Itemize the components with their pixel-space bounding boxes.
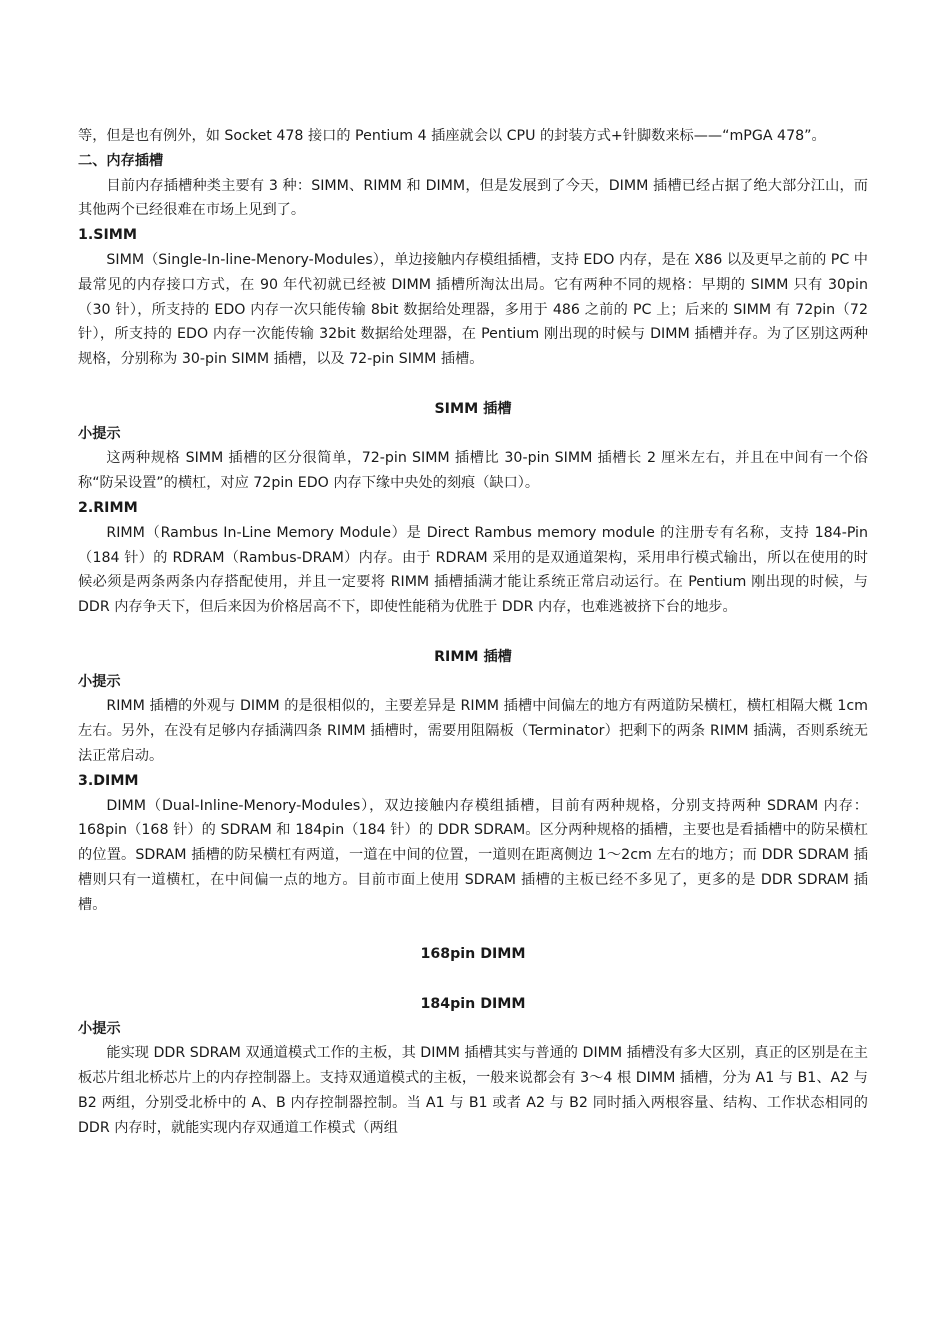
spacer bbox=[78, 372, 868, 397]
dimm184-figure-caption: 184pin DIMM bbox=[420, 995, 526, 1012]
simm-figure-caption: SIMM 插槽 bbox=[434, 400, 512, 417]
intro-continued-paragraph: 等，但是也有例外，如 Socket 478 接口的 Pentium 4 插座就会以 CPU 的封装方式+针脚数来标——“mPGA 478”。 bbox=[78, 128, 826, 144]
rimm-figure-caption: RIMM 插槽 bbox=[434, 648, 512, 665]
simm-heading: 1.SIMM bbox=[78, 227, 137, 244]
spacer bbox=[78, 620, 868, 645]
document-page bbox=[78, 124, 868, 1141]
rimm-heading: 2.RIMM bbox=[78, 499, 138, 516]
spacer bbox=[78, 967, 868, 992]
rimm-tip-paragraph: RIMM 插槽的外观与 DIMM 的是很相似的，主要差异是 RIMM 插槽中间偏左的地方有两道防呆横杠，横杠相隔大概 1cm 左右。另外，在没有足够内存插满四条 RIMM 插槽时，需要用阻隔板（Terminator）把剩下的两条 RIMM 插满，否则系统无法正常启动。 bbox=[78, 698, 868, 764]
dimm-heading: 3.DIMM bbox=[78, 772, 139, 789]
simm-paragraph: SIMM（Single-In-line-Menory-Modules），单边接触内存模组插槽，支持 EDO 内存，是在 X86 以及更早之前的 PC 中最常见的内存接口方式，在 90 年代初就已经被 DIMM 插槽所淘汰出局。它有两种不同的规格：早期的 SIMM 只有 30pin（30 针），所支持的 EDO 内存一次只能传输 8bit 数据给处理器，多用于 486 之前的 PC 上；后来的 SIMM 有 72pin（72 针），所支持的 EDO 内存一次能传输 32bit 数据给处理器，在 Pentium 刚出现的时候与 DIMM 插槽并存。为了区别这两种规格，分别称为 30-pin SIMM 插槽，以及 72-pin SIMM 插槽。 bbox=[78, 251, 868, 368]
section-title: 二、内存插槽 bbox=[78, 152, 164, 169]
section-intro-paragraph: 目前内存插槽种类主要有 3 种：SIMM、RIMM 和 DIMM，但是发展到了今天，DIMM 插槽已经占据了绝大部分江山，而其他两个已经很难在市场上见到了。 bbox=[78, 177, 868, 219]
simm-tip-paragraph: 这两种规格 SIMM 插槽的区分很简单，72-pin SIMM 插槽比 30-pin SIMM 插槽长 2 厘米左右，并且在中间有一个俗称“防呆设置”的横杠，对应 72pin EDO 内存下缘中央处的刻痕（缺口）。 bbox=[78, 450, 868, 492]
rimm-paragraph: RIMM（Rambus In-Line Memory Module）是 Direct Rambus memory module 的注册专有名称，支持 184-Pin（184 针）的 RDRAM（Rambus-DRAM）内存。由于 RDRAM 采用的是双通道架构，采用串行模式输出，所以在使用的时候必须是两条两条内存搭配使用，并且一定要将 RIMM 插槽插满才能让系统正常启动运行。在 Pentium 刚出现的时候，与 DDR 内存争天下，但后来因为价格居高不下，即使性能稍为优胜于 DDR 内存，也难逃被挤下台的地步。 bbox=[78, 524, 868, 616]
dimm-tip-paragraph: 能实现 DDR SDRAM 双通道模式工作的主板，其 DIMM 插槽其实与普通的 DIMM 插槽没有多大区别，真正的区别是在主板芯片组北桥芯片上的内存控制器上。支持双通道模式的主板，一般来说都会有 3～4 根 DIMM 插槽，分为 A1 与 B1、A2 与 B2 两组，分别受北桥中的 A、B 内存控制器控制。当 A1 与 B1 或者 A2 与 B2 同时插入两根容量、结构、工作状态相同的 DDR 内存时，就能实现内存双通道工作模式（两组 bbox=[78, 1045, 868, 1136]
dimm-paragraph: DIMM（Dual-Inline-Menory-Modules），双边接触内存模组插槽，目前有两种规格，分别支持两种 SDRAM 内存：168pin（168 针）的 SDRAM 和 184pin（184 针）的 DDR SDRAM。区分两种规格的插槽，主要也是看插槽中的防呆横杠的位置。SDRAM 插槽的防呆横杠有两道，一道在中间的位置，一道则在距离侧边 1～2cm 左右的地方；而 DDR SDRAM 插槽则只有一道横杠，在中间偏一点的地方。目前市面上使用 SDRAM 插槽的主板已经不多见了，更多的是 DDR SDRAM 插槽。 bbox=[78, 797, 868, 913]
spacer bbox=[78, 918, 868, 943]
simm-tip-label: 小提示 bbox=[78, 425, 121, 442]
dimm168-figure-caption: 168pin DIMM bbox=[420, 946, 526, 963]
dimm-tip-label: 小提示 bbox=[78, 1020, 121, 1037]
rimm-tip-label: 小提示 bbox=[78, 673, 121, 690]
